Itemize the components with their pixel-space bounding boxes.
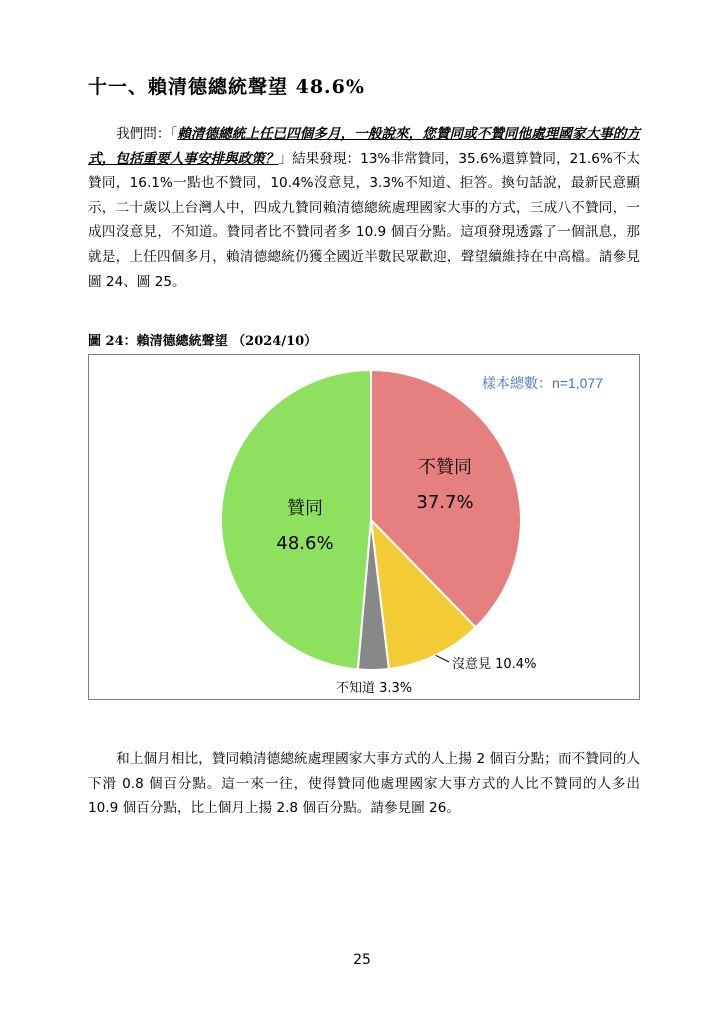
pie-chart (89, 355, 641, 701)
label-approve-name: 贊同 (287, 498, 323, 519)
figure-caption: 圖 24：賴清德總統聲望 （2024/10） (88, 334, 318, 349)
label-noopinion: 沒意見 10.4% (452, 657, 537, 672)
question-lead: 我們問：「 (116, 126, 178, 142)
result-text: 」結果發現：13%非常贊同，35.6%還算贊同，21.6%不太贊同，16.1%一點也不贊同，10.4%沒意見，3.3%不知道、拒答。換句話說，最新民意顯示，二十歲以上台灣人中，四成九贊同賴清德總統處理國家大事的方式，三成八不贊同，一成四沒意見，不知道。贊同者比不贊同者多 10.9 個百分點。這項發現透露了一個訊息，那就是，上任四個多月，賴清德總統仍獲全國近半數民眾歡迎，聲望續維持在中高檔。請參見圖 24、圖 25。 (88, 150, 640, 290)
leader-line-noopinion (436, 655, 449, 662)
page-number: 25 (353, 952, 371, 968)
label-dontknow: 不知道 3.3% (336, 681, 413, 696)
paragraph-comparison (88, 747, 640, 821)
pie-slice-3 (221, 370, 371, 669)
survey-question: 賴清德總統上任已四個多月，一般說來，您贊同或不贊同他處理國家大事的方式，包括重要人事安排與政策？ (88, 126, 641, 167)
sample-size-note: 樣本總數：n=1,077 (482, 375, 603, 391)
paragraph-survey-result (88, 122, 640, 294)
pie-chart-frame (88, 354, 640, 700)
section-heading: 十一、賴清德總統聲望 48.6% (88, 76, 365, 98)
comparison-text: 和上個月相比，贊同賴清德總統處理國家大事方式的人上揚 2 個百分點；而不贊同的人下滑 0.8 個百分點。這一來一往，使得贊同他處理國家大事方式的人比不贊同的人多出 10.9 個百分點，比上個月上揚 2.8 個百分點。請參見圖 26。 (88, 751, 640, 817)
label-approve-value: 48.6% (276, 533, 334, 554)
label-disapprove-name: 不贊同 (418, 457, 472, 478)
label-disapprove-value: 37.7% (416, 492, 474, 513)
